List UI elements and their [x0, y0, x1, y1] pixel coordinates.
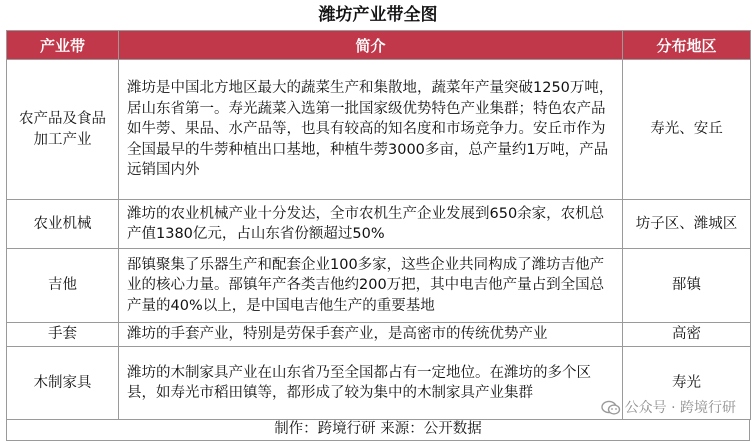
region-cell: 寿光、安丘	[623, 60, 751, 200]
industry-cell: 农业机械	[7, 200, 119, 249]
table-row	[7, 200, 751, 249]
industry-cell: 木制家具	[7, 347, 119, 420]
intro-cell: 郚镇聚集了乐器生产和配套企业100多家，这些企业共同构成了潍坊吉他产业的核心力量。郚镇年产各类吉他约200万把，其中电吉他产量占到全国总产量的40%以上，是中国电吉他生产的重要基地	[119, 249, 623, 323]
industry-cell: 手套	[7, 323, 119, 347]
watermark-text: 公众号 · 跨境行研	[624, 400, 736, 416]
table-row	[7, 60, 751, 200]
industry-table	[6, 30, 751, 420]
header-intro: 简介	[119, 31, 623, 60]
footer-credit: 制作：跨境行研 来源：公开数据	[6, 419, 750, 441]
page-title: 潍坊产业带全图	[318, 5, 438, 25]
region-cell: 寿光	[623, 347, 751, 420]
industry-cell: 吉他	[7, 249, 119, 323]
region-cell: 高密	[623, 323, 751, 347]
table-row	[7, 249, 751, 323]
intro-cell: 潍坊是中国北方地区最大的蔬菜生产和集散地，蔬菜年产量突破1250万吨，居山东省第一。寿光蔬菜入选第一批国家级优势特色产业集群；特色农产品如牛蒡、果品、水产品等，也具有较高的知名度和市场竞争力。安丘市作为全国最早的牛蒡种植出口基地，种植牛蒡3000多亩，总产量约1万吨，产品远销国内外	[119, 60, 623, 200]
industry-cell: 农产品及食品加工产业	[7, 60, 119, 200]
table-row	[7, 323, 751, 347]
wechat-official-account-icon	[601, 400, 621, 416]
intro-cell: 潍坊的木制家具产业在山东省乃至全国都占有一定地位。在潍坊的多个区县，如寿光市稻田镇等，都形成了较为集中的木制家具产业集群	[119, 347, 623, 420]
header-industry: 产业带	[7, 31, 119, 60]
intro-cell: 潍坊的农业机械产业十分发达，全市农机生产企业发展到650余家，农机总产值1380亿元，占山东省份额超过50%	[119, 200, 623, 249]
intro-cell: 潍坊的手套产业，特别是劳保手套产业，是高密市的传统优势产业	[119, 323, 623, 347]
region-cell: 坊子区、潍城区	[623, 200, 751, 249]
table-header-row	[7, 31, 751, 60]
header-region: 分布地区	[623, 31, 751, 60]
region-cell: 郚镇	[623, 249, 751, 323]
wechat-watermark	[601, 397, 736, 419]
